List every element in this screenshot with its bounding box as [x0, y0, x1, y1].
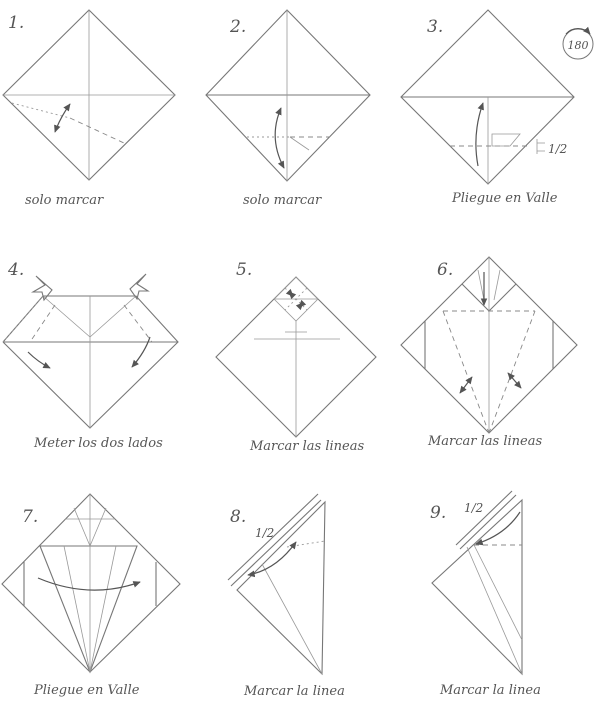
step-3-number: 3. — [427, 17, 444, 37]
paper-outline — [3, 296, 178, 428]
fold-arrow-icon — [275, 108, 284, 168]
step-2-caption: solo marcar — [243, 193, 322, 208]
measure-rule-1 — [456, 491, 512, 545]
step-3 — [401, 10, 593, 206]
fraction-label: 1/2 — [548, 142, 568, 156]
folded-triangle — [237, 502, 325, 674]
measure-bracket-icon — [537, 139, 545, 154]
step-2 — [206, 10, 370, 208]
fraction-label: 1/2 — [464, 501, 484, 515]
step-5-caption: Marcar las lineas — [250, 439, 365, 454]
top-crease-a — [478, 270, 484, 300]
fold-arrow-icon — [476, 512, 520, 544]
step-1 — [3, 10, 175, 208]
inner-diagonal-left — [64, 546, 90, 672]
step-5-diagram — [216, 277, 376, 437]
step-4-caption: Meter los dos lados — [34, 436, 163, 451]
left-fold-line — [30, 305, 55, 342]
step-8 — [228, 494, 345, 699]
step-1-number: 1. — [8, 13, 25, 33]
flap-edge — [290, 137, 309, 150]
step-7 — [2, 494, 180, 698]
step-9-number: 9. — [430, 503, 447, 523]
fold-arrow-icon — [476, 103, 483, 166]
push-in-right-icon — [130, 274, 148, 299]
right-fold-line — [124, 305, 152, 342]
step-9-caption: Marcar la linea — [440, 683, 541, 698]
step-9 — [430, 491, 541, 698]
small-flap — [492, 134, 520, 146]
mark-arrow-icon — [289, 292, 293, 296]
fold-line — [12, 103, 70, 118]
top-crease-left — [74, 508, 90, 546]
step-6-diagram — [401, 257, 577, 433]
fold-arrow-left-icon — [28, 352, 50, 368]
top-crease-right — [90, 508, 106, 546]
inner-triangle — [40, 546, 137, 672]
fraction-label: 1/2 — [255, 526, 275, 540]
step-5 — [216, 260, 376, 454]
step-3-caption: Pliegue en Valle — [452, 191, 558, 206]
step-8-caption: Marcar la linea — [244, 684, 345, 699]
rotate-180-badge — [563, 29, 593, 59]
inner-v-crease — [43, 296, 136, 337]
left-diagonal-dashed — [443, 311, 489, 433]
step-6-number: 6. — [437, 260, 454, 280]
step-7-number: 7. — [22, 507, 39, 527]
step-2-number: 2. — [230, 17, 247, 37]
fold-arrow-icon — [55, 104, 70, 132]
step-8-number: 8. — [230, 507, 247, 527]
step-1-caption: solo marcar — [25, 193, 104, 208]
crease-diagonal-a — [467, 547, 522, 674]
step-6-caption: Marcar las lineas — [428, 434, 543, 449]
right-diagonal-dashed — [489, 311, 535, 433]
rotate-label: 180 — [567, 39, 589, 52]
mark-arrow-icon-2 — [299, 303, 303, 307]
step-6 — [401, 257, 577, 449]
step-1-diagram — [3, 10, 175, 180]
step-4-diagram — [3, 274, 178, 428]
inner-diagonal-right — [90, 546, 116, 672]
fold-line-dashed — [70, 118, 124, 143]
mark-arrow-left-icon — [460, 377, 472, 393]
top-crease-b — [494, 270, 500, 300]
crease-diagonal-b — [474, 545, 522, 640]
step-4 — [3, 260, 178, 451]
mark-arrow-right-icon — [508, 373, 521, 388]
crease-diagonal — [262, 564, 322, 674]
step-5-number: 5. — [236, 260, 253, 280]
step-4-number: 4. — [8, 260, 25, 280]
step-7-caption: Pliegue en Valle — [34, 683, 140, 698]
